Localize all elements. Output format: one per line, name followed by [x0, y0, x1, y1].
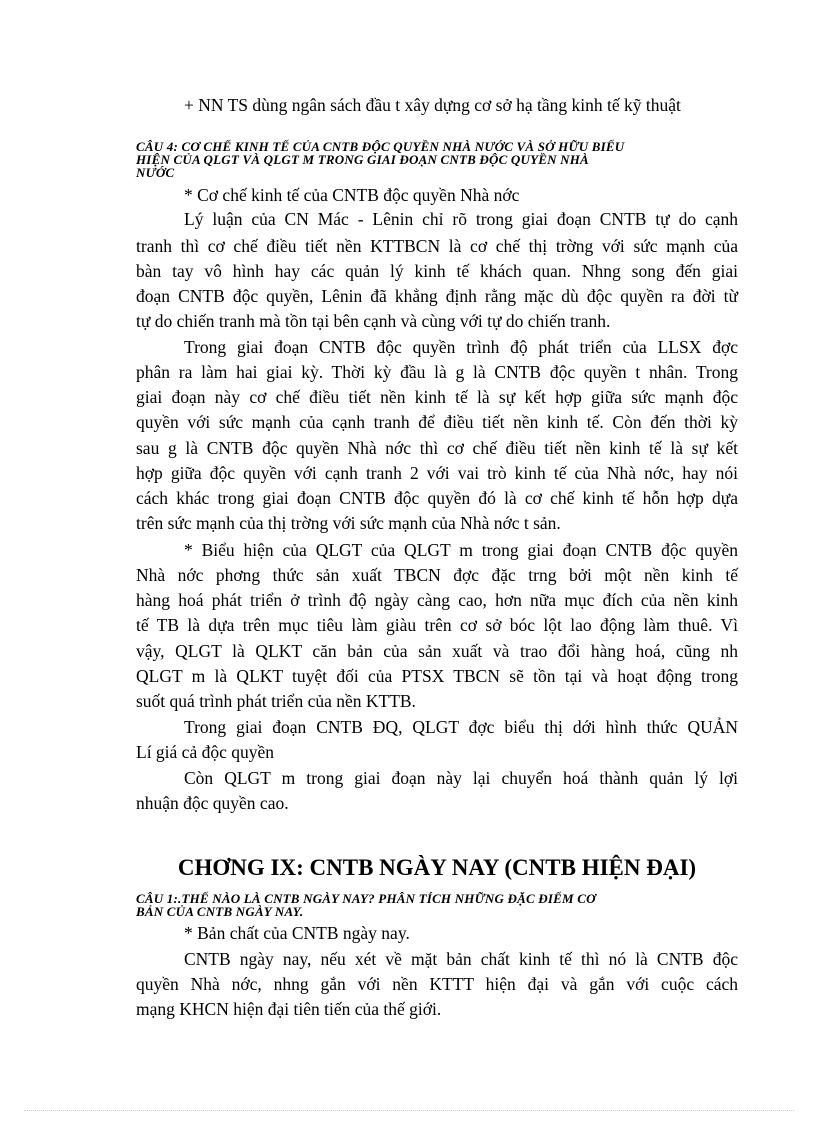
paragraph-line: Trong giai đoạn CNTB độc quyền trình độ phát triển của LLSX đợc: [184, 337, 738, 357]
paragraph-line: Lí giá cả độc quyền: [136, 742, 275, 762]
question-heading-line-1: CÂU 1:.THẾ NÀO LÀ CNTB NGÀY NAY? PHÂN TÍCH NHỮNG ĐẶC ĐIỂM CƠ: [136, 891, 596, 906]
bullet-line: + NN TS dùng ngân sách đầu t xây dựng cơ sở hạ tầng kinh tế kỹ thuật: [184, 95, 681, 115]
paragraph-line: tự do chiến tranh mà tồn tại bên cạnh và cùng với tự do chiến tranh.: [136, 311, 611, 331]
paragraph-line: quyền với sức mạnh của cạnh tranh để điều tiết nền kinh tế. Còn đến thời kỳ: [136, 412, 738, 432]
paragraph-line: Còn QLGT m trong giai đoạn này lại chuyển hoá thành quản lý lợi: [184, 768, 738, 788]
paragraph-line: CNTB ngày nay, nếu xét về mặt bản chất kinh tế thì nó là CNTB độc: [184, 949, 738, 969]
paragraph-line: tế TB là dựa trên mục tiêu làm giàu trên cơ sở bóc lột lao động làm thuê. Vì: [136, 615, 738, 635]
paragraph-line: mạng KHCN hiện đại tiên tiến của thế giới.: [136, 999, 442, 1019]
paragraph-line: Nhà nớc phơng thức sản xuất TBCN đợc đặc trng bởi một nền kinh tế: [136, 565, 738, 585]
section-heading-line-2: HIỆN CỦA QLGT VÀ QLGT M TRONG GIAI ĐOẠN CNTB ĐỘC QUYỀN NHÀ: [136, 152, 589, 167]
paragraph-line: hợp giữa độc quyền với cạnh tranh 2 với vai trò kinh tế của Nhà nớc, hay nói: [136, 463, 738, 483]
paragraph-line: giai đoạn này cơ chế điều tiết nền kinh tế là sự kết hợp giữa sức mạnh độc: [136, 387, 738, 407]
footer-divider: [24, 1110, 794, 1111]
subheading: * Bản chất của CNTB ngày nay.: [184, 923, 410, 943]
paragraph-line: Lý luận của CN Mác - Lênin chỉ rõ trong giai đoạn CNTB tự do cạnh: [184, 209, 738, 229]
paragraph-line: * Biểu hiện của QLGT của QLGT m trong giai đoạn CNTB độc quyền: [184, 540, 738, 560]
question-heading-line-2: BẢN CỦA CNTB NGÀY NAY.: [136, 904, 304, 919]
paragraph-line: suốt quá trình phát triển của nền KTTB.: [136, 691, 416, 711]
paragraph-line: Trong giai đoạn CNTB ĐQ, QLGT đợc biểu thị dới hình thức QUẢN: [184, 717, 738, 737]
subheading: * Cơ chế kinh tế của CNTB độc quyền Nhà nớc: [184, 185, 520, 205]
section-heading-line-3: NƯỚC: [136, 165, 175, 180]
paragraph-line: cách khác trong giai đoạn CNTB độc quyền đó là cơ chế kinh tế hỗn hợp dựa: [136, 488, 738, 508]
paragraph-line: trên sức mạnh của thị trờng với sức mạnh của Nhà nớc t sản.: [136, 513, 561, 533]
paragraph-line: quyền Nhà nớc, nhng gắn với nền KTTT hiện đại và gắn với cuộc cách: [136, 974, 738, 994]
paragraph-line: QLGT m là QLKT tuyệt đối của PTSX TBCN sẽ tồn tại và hoạt động trong: [136, 666, 738, 686]
paragraph-line: đoạn CNTB độc quyền, Lênin đã khẳng định rằng mặc dù độc quyền ra đời từ: [136, 286, 738, 306]
paragraph-line: nhuận độc quyền cao.: [136, 793, 289, 813]
paragraph-line: tranh thì cơ chế điều tiết nền KTTBCN là cơ chế thị trờng với sức mạnh của: [136, 236, 738, 256]
section-heading-line-1: CÂU 4: CƠ CHẾ KINH TẾ CỦA CNTB ĐỘC QUYỀN NHÀ NƯỚC VÀ SỞ HỮU BIỂU: [136, 139, 625, 154]
paragraph-line: phân ra làm hai giai kỳ. Thời kỳ đầu là g là CNTB độc quyền t nhân. Trong: [136, 362, 738, 382]
paragraph-line: bàn tay vô hình hay các quản lý kinh tế khách quan. Nhng song đến giai: [136, 261, 738, 281]
chapter-title: CHƠNG IX: CNTB NGÀY NAY (CNTB HIỆN ĐẠI): [177, 855, 697, 880]
paragraph-line: sau g là CNTB độc quyền Nhà nớc thì cơ chế điều tiết nền kinh tế là sự kết: [136, 438, 738, 458]
paragraph-line: hàng hoá phát triển ở trình độ ngày càng cao, hơn nữa mục đích của nền kinh: [136, 590, 738, 610]
paragraph-line: vậy, QLGT là QLKT căn bản của sản xuất và trao đổi hàng hoá, cũng nh: [136, 641, 738, 661]
